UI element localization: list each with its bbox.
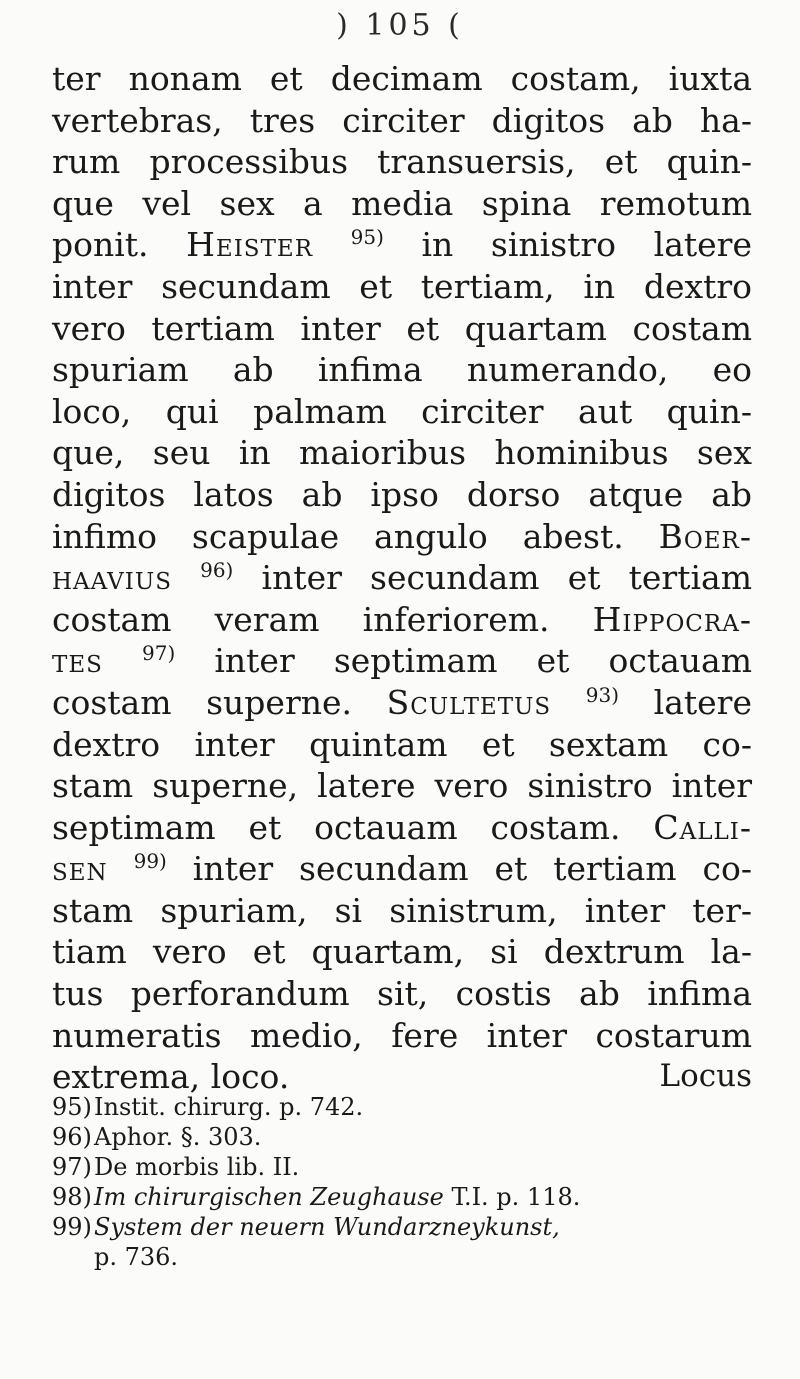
footnote-title: System der neuern Wundarzneykunst, <box>94 1213 560 1241</box>
text-line: que vel sex a media spina remotum <box>52 183 752 223</box>
footnote-text: p. 736. <box>94 1243 179 1271</box>
text-line: stam spuriam, si sinistrum, inter ter- <box>52 890 752 930</box>
footnote-ref-96: 96) <box>200 558 234 583</box>
author-name-hippocrates: Hippocra- <box>592 599 752 639</box>
text-fragment: costam veram inferiorem. <box>52 599 593 639</box>
text-line: spuriam ab infima numerando, eo <box>52 350 752 390</box>
text-line-heister <box>52 224 752 266</box>
catchword: Locus <box>659 1058 752 1094</box>
text-fragment: inter secundam et tertiam <box>233 558 752 598</box>
footnote-number: 95) <box>52 1093 92 1121</box>
text-line: loco, qui palmam circiter aut quin- <box>52 391 752 431</box>
footnote-number: 98) <box>52 1183 92 1211</box>
text-fragment: septimam et octauam costam. <box>52 807 654 847</box>
text-line <box>52 640 752 682</box>
text-line <box>52 557 752 599</box>
text-line-scultetus <box>52 682 752 724</box>
text-line: digitos latos ab ipso dorso atque ab <box>52 474 752 514</box>
text-line: numeratis medio, fere inter costarum <box>52 1015 752 1055</box>
author-name-scultetus: Scultetus <box>386 682 552 722</box>
text-fragment: ponit. <box>52 225 187 265</box>
text-line: vero tertiam inter et quartam costam <box>52 308 752 348</box>
footnote-ref-95: 95) <box>350 225 384 250</box>
text-line: tiam vero et quartam, si dextrum la- <box>52 932 752 972</box>
page-number-header: ) 105 ( <box>336 8 464 43</box>
text-line: que, seu in maioribus hominibus sex <box>52 433 752 473</box>
text-line <box>52 848 752 890</box>
footnote-number: 99) <box>52 1213 92 1241</box>
footnote-95 <box>52 1092 752 1122</box>
author-name-callisen: Calli- <box>653 807 752 847</box>
footnotes <box>52 1092 752 1272</box>
text-fragment: in sinistro latere <box>383 225 752 265</box>
text-line-boerhaavius <box>52 516 752 558</box>
footnote-96 <box>52 1122 752 1152</box>
text-line-hippocrates <box>52 599 752 641</box>
footnote-text: T.I. p. 118. <box>443 1183 581 1211</box>
text-line: vertebras, tres circiter digitos ab ha- <box>52 100 752 140</box>
text-line: stam superne, latere vero sinistro inter <box>52 766 752 806</box>
text-line: tus perforandum sit, costis ab infima <box>52 974 752 1014</box>
body-text <box>52 58 752 1098</box>
footnote-98 <box>52 1182 752 1212</box>
text-line: extrema, loco. <box>52 1057 290 1097</box>
text-fragment: inter septimam et octauam <box>175 641 752 681</box>
footnote-text: De morbis lib. II. <box>94 1153 300 1181</box>
text-line: inter secundam et tertiam, in dextro <box>52 266 752 306</box>
footnote-99-cont <box>52 1242 752 1272</box>
footnote-99 <box>52 1212 752 1242</box>
author-name-heister: Heister <box>186 225 314 265</box>
text-fragment: latere <box>619 682 752 722</box>
footnote-title: Im chirurgischen Zeughause <box>94 1183 444 1211</box>
author-name-boerhaavius: Boer- <box>658 516 752 556</box>
text-fragment: infimo scapulae angulo abest. <box>52 516 659 556</box>
text-line: ter nonam et decimam costam, iuxta <box>52 59 752 98</box>
footnote-ref-93: 93) <box>585 682 620 707</box>
footnote-97 <box>52 1152 752 1182</box>
footnote-text: Aphor. §. 303. <box>94 1123 262 1151</box>
author-name-callisen-cont: sen <box>52 849 108 889</box>
footnote-ref-97: 97) <box>142 641 176 666</box>
footnote-text: Instit. chirurg. p. 742. <box>94 1093 364 1121</box>
text-fragment: inter secundam et tertiam co- <box>166 849 752 889</box>
text-line: dextro inter quintam et sextam co- <box>52 724 752 764</box>
text-fragment: costam superne. <box>52 682 387 722</box>
text-line: rum processibus transuersis, et quin- <box>52 142 752 182</box>
footnote-number: 97) <box>52 1153 92 1181</box>
footnote-ref-99: 99) <box>133 849 167 874</box>
footnote-number: 96) <box>52 1123 92 1151</box>
author-name-hippocrates-cont: tes <box>52 641 103 681</box>
author-name-boerhaavius-cont: haavius <box>52 558 172 598</box>
text-line-callisen <box>52 807 752 849</box>
